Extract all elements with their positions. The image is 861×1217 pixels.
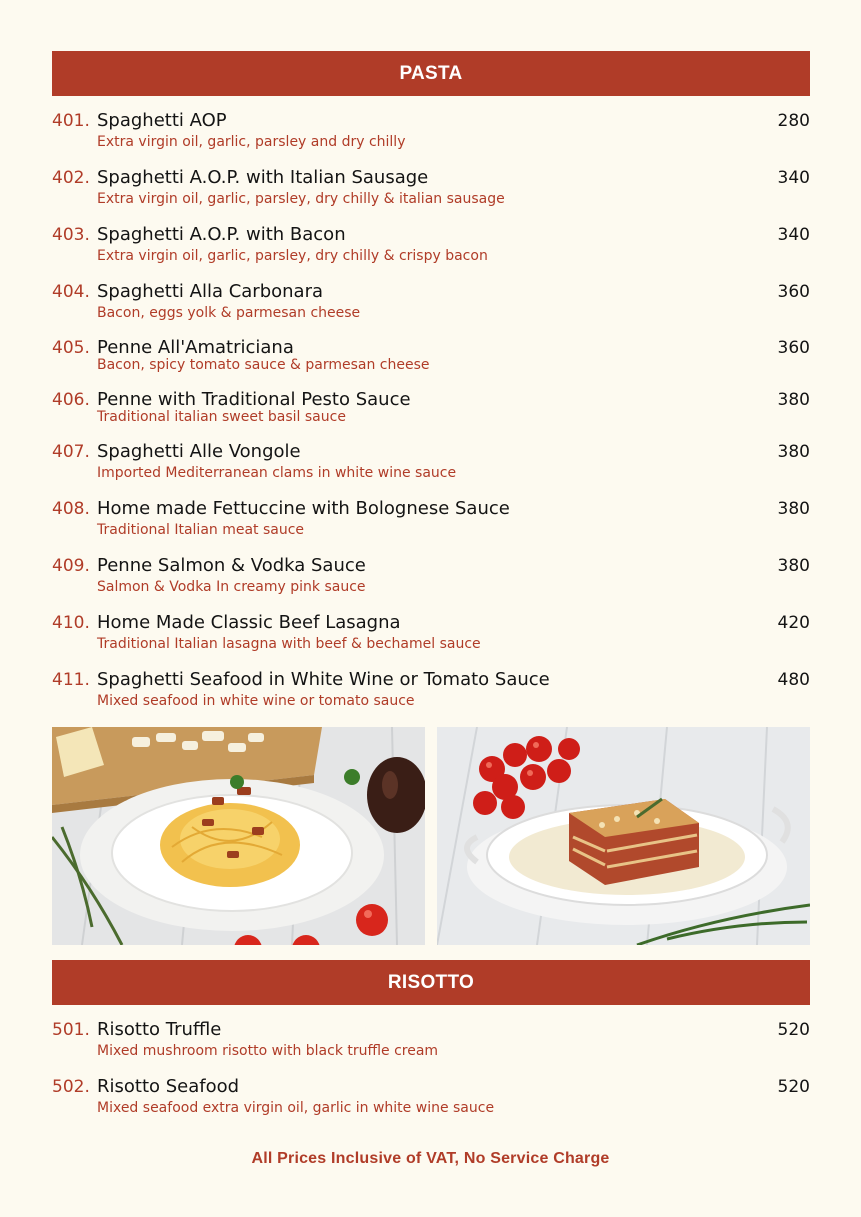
item-name: Home Made Classic Beef Lasagna bbox=[97, 612, 401, 633]
item-price: 520 bbox=[777, 1077, 810, 1097]
item-name: Risotto Seafood bbox=[97, 1076, 240, 1097]
item-description: Salmon & Vodka In creamy pink sauce bbox=[97, 579, 366, 595]
item-description: Mixed mushroom risotto with black truffle cream bbox=[97, 1043, 439, 1059]
menu-item bbox=[52, 1076, 810, 1122]
item-price: 380 bbox=[777, 556, 810, 576]
item-number: 501. bbox=[52, 1020, 90, 1040]
menu-item bbox=[52, 612, 810, 658]
item-name: Spaghetti Alla Carbonara bbox=[97, 281, 324, 302]
lasagna-photo bbox=[437, 727, 810, 945]
item-description: Traditional Italian lasagna with beef & bechamel sauce bbox=[97, 636, 481, 652]
item-number: 410. bbox=[52, 613, 90, 633]
item-name: Spaghetti AOP bbox=[97, 110, 227, 131]
item-name: Spaghetti A.O.P. with Italian Sausage bbox=[97, 167, 429, 188]
item-name: Spaghetti Seafood in White Wine or Tomato Sauce bbox=[97, 669, 550, 690]
item-description: Extra virgin oil, garlic, parsley and dry chilly bbox=[97, 134, 406, 150]
menu-item bbox=[52, 498, 810, 544]
item-name: Risotto Truffle bbox=[97, 1019, 222, 1040]
item-description: Extra virgin oil, garlic, parsley, dry chilly & italian sausage bbox=[97, 191, 505, 207]
item-price: 360 bbox=[777, 338, 810, 358]
menu-item bbox=[52, 224, 810, 270]
item-description: Traditional italian sweet basil sauce bbox=[97, 409, 346, 425]
item-description: Bacon, spicy tomato sauce & parmesan cheese bbox=[97, 357, 430, 373]
menu-item bbox=[52, 1019, 810, 1065]
item-name: Spaghetti A.O.P. with Bacon bbox=[97, 224, 346, 245]
item-number: 406. bbox=[52, 390, 90, 410]
item-price: 340 bbox=[777, 225, 810, 245]
item-number: 411. bbox=[52, 670, 90, 690]
item-price: 480 bbox=[777, 670, 810, 690]
item-name: Spaghetti Alle Vongole bbox=[97, 441, 301, 462]
item-number: 408. bbox=[52, 499, 90, 519]
menu-item bbox=[52, 110, 810, 156]
item-description: Mixed seafood extra virgin oil, garlic in white wine sauce bbox=[97, 1100, 495, 1116]
item-description: Extra virgin oil, garlic, parsley, dry chilly & crispy bacon bbox=[97, 248, 488, 264]
item-number: 409. bbox=[52, 556, 90, 576]
item-price: 380 bbox=[777, 499, 810, 519]
item-name: Home made Fettuccine with Bolognese Sauce bbox=[97, 498, 510, 519]
menu-item bbox=[52, 555, 810, 601]
item-price: 340 bbox=[777, 168, 810, 188]
item-name: Penne Salmon & Vodka Sauce bbox=[97, 555, 366, 576]
item-name: Penne with Traditional Pesto Sauce bbox=[97, 389, 411, 410]
menu-item bbox=[52, 441, 810, 487]
risotto-section-title: RISOTTO bbox=[387, 971, 475, 993]
pasta-section-title: PASTA bbox=[399, 62, 463, 84]
item-number: 403. bbox=[52, 225, 90, 245]
menu-item bbox=[52, 669, 810, 715]
item-number: 401. bbox=[52, 111, 90, 131]
carbonara-photo bbox=[52, 727, 425, 945]
item-number: 502. bbox=[52, 1077, 90, 1097]
vat-notice: All Prices Inclusive of VAT, No Service Charge bbox=[251, 1150, 610, 1167]
menu-item bbox=[52, 281, 810, 327]
item-name: Penne All'Amatriciana bbox=[97, 337, 294, 358]
item-number: 407. bbox=[52, 442, 90, 462]
item-price: 380 bbox=[777, 390, 810, 410]
item-number: 402. bbox=[52, 168, 90, 188]
menu-item bbox=[52, 337, 810, 383]
item-description: Mixed seafood in white wine or tomato sauce bbox=[97, 693, 415, 709]
item-price: 420 bbox=[777, 613, 810, 633]
item-price: 520 bbox=[777, 1020, 810, 1040]
item-price: 380 bbox=[777, 442, 810, 462]
pasta-section-header bbox=[52, 51, 810, 96]
item-price: 360 bbox=[777, 282, 810, 302]
menu-item bbox=[52, 167, 810, 213]
item-number: 404. bbox=[52, 282, 90, 302]
risotto-section-header bbox=[52, 960, 810, 1005]
item-price: 280 bbox=[777, 111, 810, 131]
item-description: Traditional Italian meat sauce bbox=[97, 522, 305, 538]
item-number: 405. bbox=[52, 338, 90, 358]
menu-item bbox=[52, 389, 810, 435]
item-description: Bacon, eggs yolk & parmesan cheese bbox=[97, 305, 361, 321]
item-description: Imported Mediterranean clams in white wine sauce bbox=[97, 465, 457, 481]
